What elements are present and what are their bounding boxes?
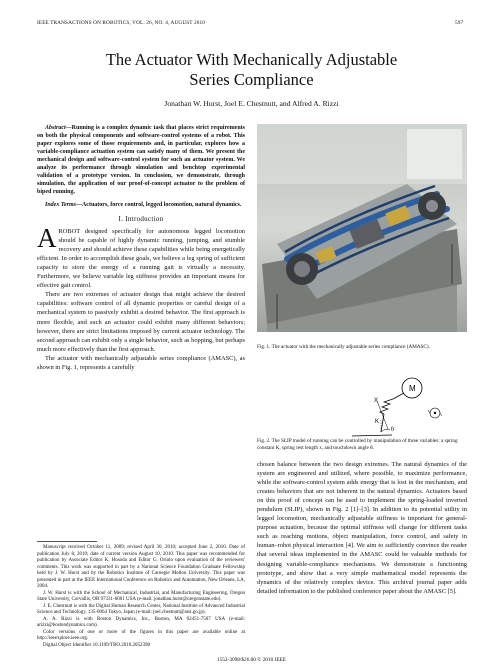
footnote-rule bbox=[37, 541, 97, 542]
footnote-chestnutt: J. E. Chestnutt is with the Digital Human Research Center, National Institute of Advanced Industrial Science and Technology, 135-0064 Tokyo, Japan (e-mail: joel.chestnutt@aist.go.jp). bbox=[37, 603, 245, 615]
footnote-hurst: J. W. Hurst is with the School of Mechanical, Industrial, and Manufacturing Engineering, Oregon State University, Corvallis, OR 97331-6001 USA (e-mail: jonathan.hurst@oregonstate.edu). bbox=[37, 590, 245, 602]
rotation-indicator-icon bbox=[428, 408, 442, 418]
copyright-footer: 1552-3098/$26.00 © 2010 IEEE bbox=[216, 657, 287, 663]
running-header: IEEE TRANSACTIONS ON ROBOTICS, VOL. 26, NO. 4, AUGUST 2010 bbox=[37, 20, 205, 26]
index-terms-text: —Actuators, force control, legged locomotion, natural dynamics. bbox=[75, 202, 242, 208]
title-line-1: The Actuator With Mechanically Adjustable bbox=[105, 50, 398, 69]
footnote-doi: Digital Object Identifier 10.1109/TRO.2010.2052398 bbox=[43, 642, 151, 648]
fig1-caption: Fig. 1. The actuator with the mechanically adjustable series compliance (AMASC). bbox=[257, 344, 430, 350]
footnote-manuscript: Manuscript received October 11, 2009; revised April 30, 2010; accepted June 2, 2010. Date of publication July 8, 2010; date of current version August 10, 2010. This paper was recommended for publication by Associate Editor K. Hosoda and Editor G. Oriolo upon evaluation of the reviewers' comments. This work was supported in part by a National Science Foundation Graduate Fellowship held by J. W. Hurst and by the Robotics Institute of Carnegie Mellon University. This paper was presented in part at the IEEE International Conference on Robotics and Automation, New Orleans, LA, 2004. bbox=[37, 545, 245, 589]
paper-title bbox=[0, 50, 503, 90]
left-column bbox=[37, 124, 245, 372]
fig2-caption: Fig. 2. The SLIP model of running can be controlled by manipulation of three variables: a spring constant K, spring rest length x, and touchdown angle θ. bbox=[257, 438, 458, 451]
abstract bbox=[37, 124, 245, 196]
abstract-label: Abstract— bbox=[45, 125, 72, 131]
mass-label: M bbox=[409, 384, 416, 393]
title-line-2: Series Compliance bbox=[189, 70, 314, 89]
touchdown-angle-arc bbox=[381, 429, 390, 432]
page-number: 597 bbox=[455, 20, 464, 26]
index-terms bbox=[37, 201, 245, 209]
intro-paragraph-1-text: ROBOT designed specifically for autonomous legged locomotion should be capable of highly dynamic running, jumping, and stumble recovery and should achieve these capabilities while being energetically efficient. In order to accomplish these goals, we believe a leg spring of sufficient capacity to store the energy of a running gait is virtually a necessity. Furthermore, we believe variable leg stiffness provides an important means for effective gait control. bbox=[37, 228, 245, 290]
index-terms-label: Index Terms bbox=[45, 202, 76, 208]
ground-line bbox=[352, 435, 392, 436]
fig2-diagram bbox=[257, 356, 467, 438]
footnote-color: Color versions of one or more of the figures in this paper are available online at http://ieeexplore.ieee.org. bbox=[37, 629, 245, 641]
actuator-photo-illustration bbox=[257, 124, 467, 332]
spring-constant-label: K bbox=[375, 419, 380, 425]
intro-paragraph-1 bbox=[37, 223, 245, 290]
author-list: Jonathan W. Hurst, Joel E. Chestnutt, and Alfred A. Rizzi bbox=[164, 99, 339, 108]
intro-paragraph-2: There are two extremes of actuator design that might achieve the desired capabilities: software control of all dynamic properties or careful design of a mechanical system to passively exhibit a desired behavior. The first approach is more flexible, and such an actuator could exhibit many different behaviors; however, there are strict limitations imposed by current actuator technology. The second approach can exhibit only a single behavior, such as hopping, but perhaps much more effectively than the first approach. bbox=[37, 291, 245, 353]
leg-spring bbox=[380, 399, 393, 414]
footnotes bbox=[37, 541, 245, 649]
length-label: X bbox=[374, 398, 379, 404]
fig1-photo bbox=[257, 124, 467, 332]
right-column-text: chosen balance between the two design extremes. The natural dynamics of the system are engineered and utilized, where possible, to maximize performance, while the software-control system adds energy that is lost in the mechanism, and creates behaviors that are not inherent in the natural dynamics. Actuators based on this proof of concept can be used to implement the spring-loaded inverted pendulum (SLIP), shown in Fig. 2 [1]–[3]. In addition to its potential utility in legged locomotion, mechanically adjustable stiffness is important for general-purpose actuation, because the optimal stiffness will change for different tasks such as reaching motions, object manipulation, force control, and safety in human–robot physical interaction [4]. We aim to sufficiently convince the reader that several ideas implemented in the AMASC could be valuable methods for designing variable-compliance mechanisms. We demonstrate a functioning prototype, and show that a very simple mathematical model represents the dynamics of the relatively complex device. This archival journal paper adds detailed information to the published conference paper about the AMASC [5]. bbox=[257, 461, 467, 595]
angle-label: θ bbox=[391, 427, 394, 433]
footnote-rizzi: A. A. Rizzi is with Boston Dynamics, Inc., Boston, MA 02451-7507 USA (e-mail: arizzi@bostondynamics.com). bbox=[37, 616, 245, 628]
leg-upper bbox=[393, 393, 404, 399]
abstract-text: Running is a complex dynamic task that places strict requirements on both the physical components and software-control systems of a robot. This paper explores some of those requirements and, in particular, explores how a variable-compliance actuation system can satisfy many of them. We present the mechanical design and software-control system for such an actuator system. We analyze its performance through simulation and benchtop experimental validation of a prototype version. In conclusion, we demonstrate, through simulation, the application of our proof-of-concept actuator to the problem of biped running. bbox=[37, 125, 245, 195]
intro-paragraph-3: The actuator with mechanically adjustable series compliance (AMASC), as shown in Fig. 1, represents a carefully bbox=[37, 354, 245, 371]
section-heading: I. Introduction bbox=[118, 215, 164, 223]
slip-model-diagram bbox=[257, 356, 467, 438]
drop-cap: A bbox=[37, 223, 57, 254]
leg-lower bbox=[381, 414, 384, 432]
